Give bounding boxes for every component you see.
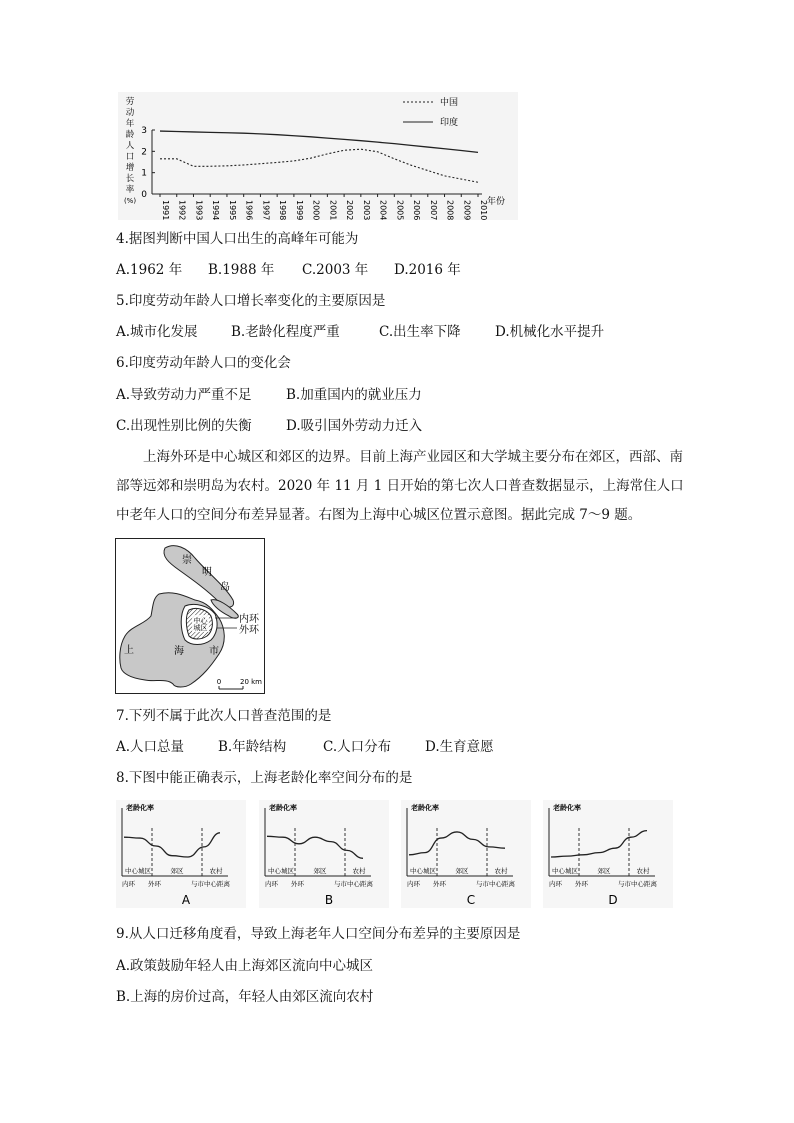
x-tick-label: 2008: [445, 200, 455, 220]
y-axis-label-char: 增: [125, 163, 135, 173]
q6-stem: 6.印度劳动年龄人口的变化会: [116, 355, 291, 371]
q5-option-d[interactable]: D.机械化水平提升: [495, 324, 605, 340]
q4-option-d[interactable]: D.2016 年: [394, 262, 461, 278]
x-tick-label: 1994: [211, 200, 221, 220]
city-label-char: 市: [209, 646, 219, 657]
panel-letter: B: [324, 893, 334, 907]
aging-panel-a: [116, 800, 246, 908]
panel-letter: D: [608, 893, 618, 907]
q5-option-c[interactable]: C.出生率下降: [379, 324, 461, 340]
y-axis-label-char: 劳: [125, 97, 135, 107]
q7-option-d[interactable]: D.生育意愿: [425, 739, 494, 755]
y-tick-label: 0: [141, 190, 147, 200]
q6-option-a[interactable]: A.导致劳动力严重不足: [116, 387, 252, 403]
x-tick-label: 1992: [177, 200, 187, 220]
scale-start-label: 0: [216, 678, 222, 686]
y-axis-label-char: 率: [125, 185, 135, 195]
q6-option-c[interactable]: C.出现性别比例的失衡: [116, 418, 252, 434]
panel-x-label: 与市中心距离: [191, 880, 230, 888]
passage-text: 上海外环是中心城区和郊区的边界。目前上海产业园区和大学城主要分布在郊区，西部、南部等远郊和崇明岛为农村。2020 年 11 月 1 日开始的第七次人口普查数据显示，上海常住人口中老年人口的空间分布差异显著。右图为上海中心城区位置示意图。据此完成 7～9 题。: [116, 449, 684, 523]
panel-zone-label: 农村: [636, 867, 650, 875]
aging-panel-c: [401, 800, 531, 908]
panel-y-label: 老龄化率: [411, 804, 439, 812]
panel-letter: A: [181, 893, 191, 907]
y-axis-label-char: 人: [125, 141, 135, 151]
aging-panel-b: [259, 800, 389, 908]
panel-zone-label: 郊区: [597, 867, 611, 875]
panel-background: [401, 800, 531, 908]
x-tick-label: 2004: [378, 200, 388, 220]
y-axis-label-char: 口: [125, 152, 135, 162]
q9-option-a[interactable]: A.政策鼓励年轻人由上海郊区流向中心城区: [116, 958, 374, 974]
x-tick-label: 2007: [428, 200, 438, 220]
panel-background: [259, 800, 389, 908]
x-tick-label: 2010: [479, 200, 488, 220]
panel-y-label: 老龄化率: [553, 804, 581, 812]
q6-option-b[interactable]: B.加重国内的就业压力: [286, 387, 422, 403]
panel-boundary-label: 外环: [575, 880, 588, 888]
city-label-char: 上: [124, 645, 134, 656]
y-axis-label-char: 动: [125, 108, 135, 118]
island-label-char: 崇: [182, 555, 192, 566]
x-tick-label: 1998: [278, 200, 288, 220]
x-tick-label: 2000: [311, 200, 321, 220]
map-center-label: 中心: [193, 617, 208, 625]
panel-boundary-label: 外环: [148, 880, 161, 888]
x-tick-label: 1993: [194, 200, 204, 220]
inner-ring-label: 内环: [239, 614, 259, 625]
panel-x-label: 与市中心距离: [476, 880, 515, 888]
panel-boundary-label: 内环: [407, 880, 420, 888]
city-label-char: 海: [174, 646, 184, 657]
q4-stem: 4.据图判断中国人口出生的高峰年可能为: [116, 231, 359, 247]
y-axis-label-char: 长: [125, 174, 135, 184]
panel-zone-label: 农村: [494, 867, 508, 875]
panel-boundary-label: 内环: [549, 880, 562, 888]
scale-end-label: 20 km: [239, 678, 263, 686]
x-tick-label: 2003: [361, 200, 371, 220]
q6-option-d[interactable]: D.吸引国外劳动力迁入: [286, 418, 423, 434]
panel-background: [543, 800, 673, 908]
panel-letter: C: [466, 893, 476, 907]
panel-zone-label: 中心城区: [552, 867, 578, 875]
panel-zone-label: 郊区: [170, 867, 184, 875]
q4-option-a[interactable]: A.1962 年: [116, 262, 183, 278]
panel-x-label: 与市中心距离: [334, 880, 373, 888]
x-tick-label: 1999: [294, 200, 304, 220]
panel-zone-label: 中心城区: [268, 867, 294, 875]
island-label-char: 岛: [220, 582, 230, 593]
x-tick-label: 1995: [227, 200, 237, 220]
x-tick-label: 2006: [412, 200, 422, 220]
y-axis-label-char: 年: [125, 119, 135, 129]
panel-boundary-label: 内环: [265, 880, 278, 888]
y-axis-label-unit: (%): [123, 197, 137, 205]
q5-option-b[interactable]: B.老龄化程度严重: [231, 324, 340, 340]
panel-boundary-label: 外环: [291, 880, 304, 888]
shanghai-map: [115, 538, 265, 694]
x-tick-label: 2009: [462, 200, 472, 220]
outer-ring-label: 外环: [239, 625, 259, 636]
q7-stem: 7.下列不属于此次人口普查范围的是: [116, 708, 332, 724]
panel-zone-label: 郊区: [455, 867, 469, 875]
x-tick-label: 2002: [345, 200, 355, 220]
x-axis-label: 年份: [487, 197, 506, 207]
y-axis-label-char: 龄: [125, 130, 135, 140]
y-tick-label: 3: [141, 126, 147, 136]
island-label-char: 明: [202, 567, 212, 578]
q4-option-b[interactable]: B.1988 年: [208, 262, 275, 278]
q5-option-a[interactable]: A.城市化发展: [116, 324, 198, 340]
panel-zone-label: 中心城区: [410, 867, 436, 875]
q9-option-b[interactable]: B.上海的房价过高，年轻人由郊区流向农村: [116, 989, 374, 1005]
panel-x-label: 与市中心距离: [618, 880, 657, 888]
q8-stem: 8.下图中能正确表示，上海老龄化率空间分布的是: [116, 770, 413, 786]
q9-stem: 9.从人口迁移角度看，导致上海老年人口空间分布差异的主要原因是: [116, 926, 521, 942]
q5-stem: 5.印度劳动年龄人口增长率变化的主要原因是: [116, 293, 386, 309]
q7-option-a[interactable]: A.人口总量: [116, 739, 185, 755]
x-tick-label: 1997: [261, 200, 271, 220]
x-tick-label: 2001: [328, 200, 338, 220]
labor-growth-chart: [118, 92, 518, 220]
panel-zone-label: 农村: [209, 867, 223, 875]
map-center-label: 城区: [193, 624, 208, 632]
q7-option-c[interactable]: C.人口分布: [323, 739, 392, 755]
panel-boundary-label: 外环: [433, 880, 446, 888]
aging-panel-d: [543, 800, 673, 908]
q4-option-c[interactable]: C.2003 年: [302, 262, 369, 278]
panel-y-label: 老龄化率: [269, 804, 297, 812]
panel-background: [116, 800, 246, 908]
panel-y-label: 老龄化率: [126, 804, 154, 812]
legend-label: 中国: [440, 98, 459, 108]
x-tick-label: 1996: [244, 200, 254, 220]
legend-label: 印度: [440, 118, 459, 128]
y-tick-label: 2: [141, 147, 147, 158]
x-tick-label: 1991: [161, 200, 170, 220]
panel-zone-label: 农村: [352, 867, 366, 875]
panel-zone-label: 中心城区: [125, 867, 151, 875]
panel-boundary-label: 内环: [122, 880, 135, 888]
q7-option-b[interactable]: B.年龄结构: [218, 739, 287, 755]
x-tick-label: 2005: [395, 200, 405, 220]
y-tick-label: 1: [141, 168, 147, 179]
panel-zone-label: 郊区: [313, 867, 327, 875]
